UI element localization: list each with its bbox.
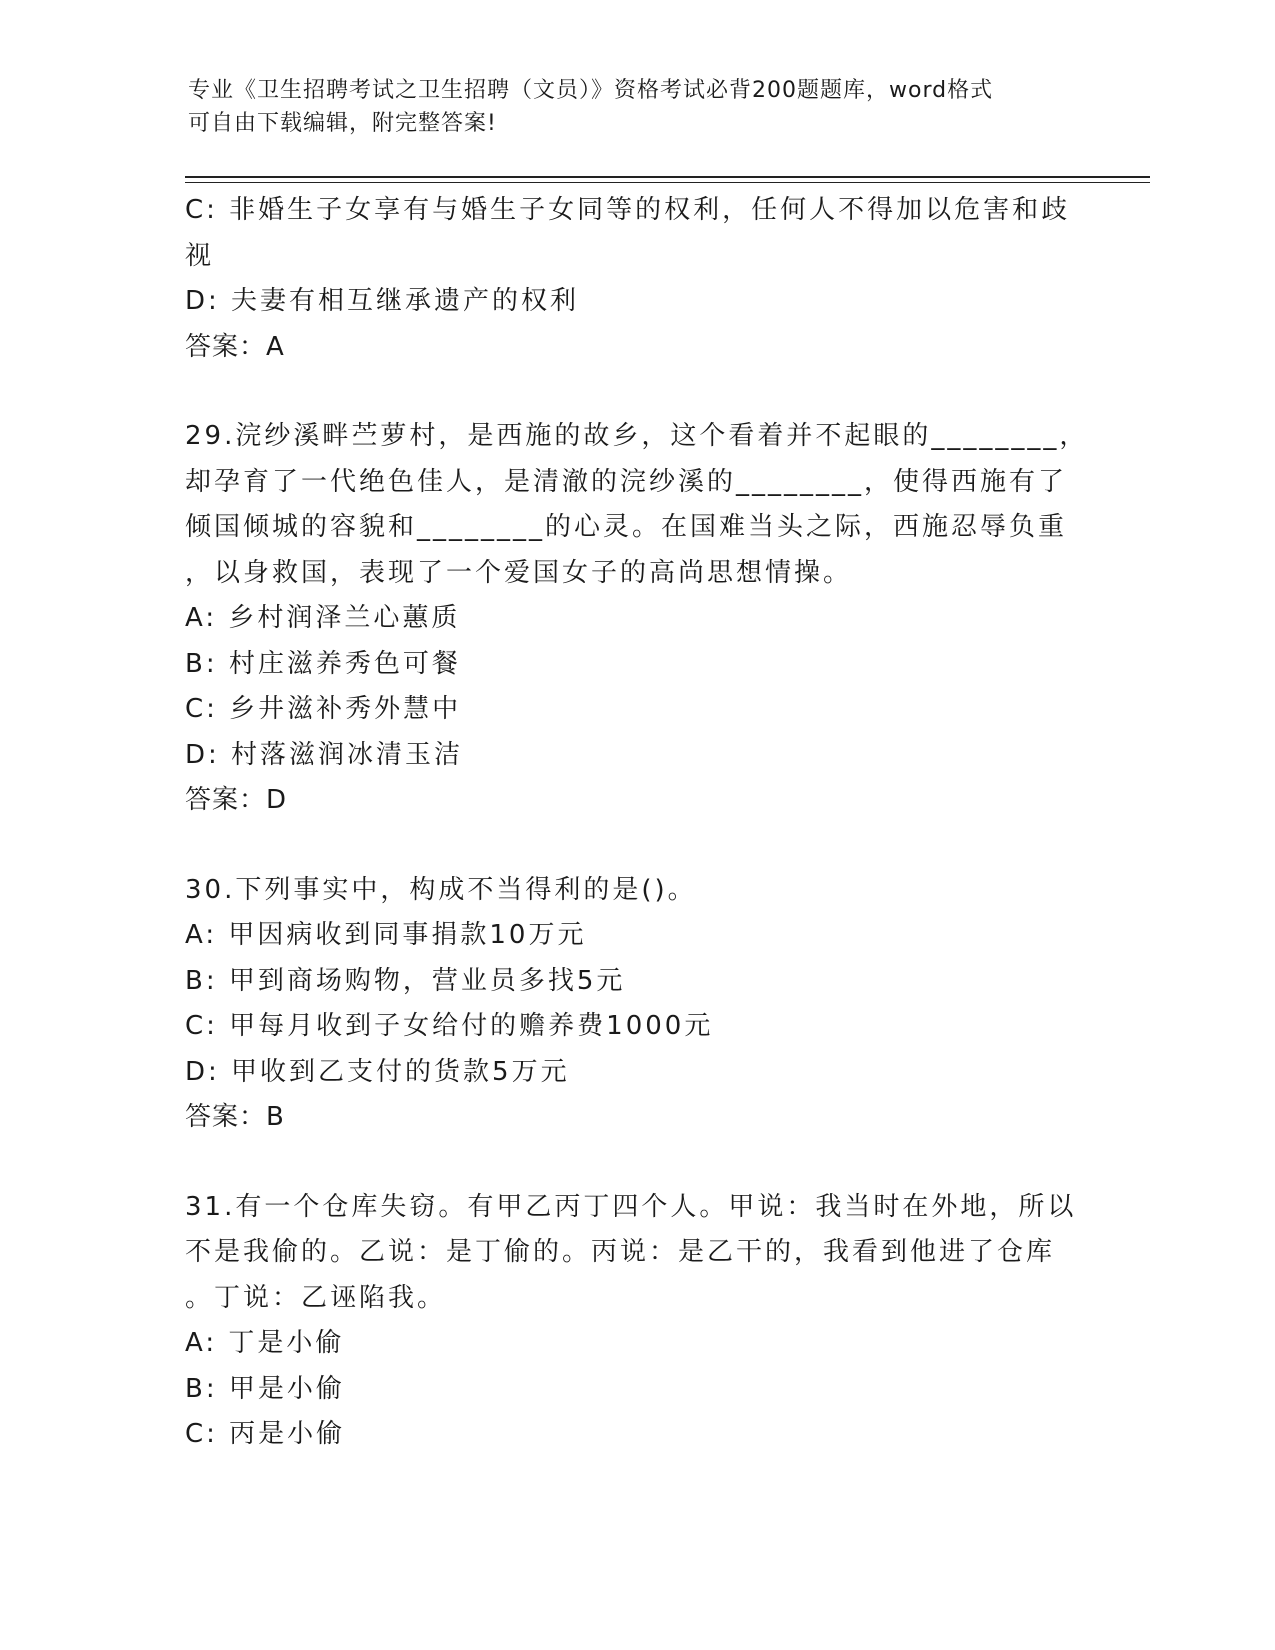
option-c: C: 丙是小偷 (185, 1419, 346, 1449)
question-29 (185, 414, 1089, 824)
question-stem-line-1: 31.有一个仓库失窃。有甲乙丙丁四个人。甲说：我当时在外地，所以 (185, 1191, 1077, 1222)
question-spacer (185, 1141, 1085, 1185)
option-b: B: 甲是小偷 (185, 1373, 345, 1404)
header-title-line-2: 可自由下载编辑，附完整答案! (188, 111, 497, 136)
option-d: D: 夫妻有相互继承遗产的权利 (185, 286, 580, 316)
question-stem-line-2: 不是我偷的。乙说：是丁偷的。丙说：是乙干的，我看到他进了仓库 (185, 1237, 1056, 1267)
page-header (188, 74, 1068, 140)
option-c: C: 甲每月收到子女给付的赡养费1000元 (185, 1011, 714, 1041)
option-b: B: 村庄滋养秀色可餐 (185, 648, 461, 679)
question-stem-line-1: 29.浣纱溪畔苎萝村，是西施的故乡，这个看着并不起眼的________， (185, 421, 1089, 451)
option-d: D: 村落滋润冰清玉洁 (185, 739, 464, 770)
question-list (185, 188, 1089, 1458)
answer: 答案：B (185, 1102, 285, 1132)
question-spacer (185, 824, 1085, 868)
option-a: A: 丁是小偷 (185, 1328, 345, 1358)
option-d: D: 甲收到乙支付的货款5万元 (185, 1056, 570, 1087)
header-divider-thin (185, 182, 1150, 183)
option-c: C: 乡井滋补秀外慧中 (185, 694, 462, 724)
option-b: B: 甲到商场购物，营业员多找5元 (185, 965, 626, 996)
question-stem-line-4: ，以身救国，表现了一个爱国女子的高尚思想情操。 (185, 557, 853, 588)
question-30 (185, 868, 1085, 1141)
header-divider-thick (185, 176, 1150, 178)
question-28-tail (185, 188, 1085, 370)
option-a: A: 乡村润泽兰心蕙质 (185, 603, 461, 633)
option-c-line-2: 视 (185, 240, 215, 271)
question-stem-line-3: 倾国倾城的容貌和________的心灵。在国难当头之际，西施忍辱负重 (185, 512, 1068, 542)
header-title-line-1: 专业《卫生招聘考试之卫生招聘（文员）》资格考试必背200题题库，word格式 (188, 78, 994, 103)
question-31 (185, 1185, 1085, 1458)
option-c-line-1: C: 非婚生子女享有与婚生子女同等的权利，任何人不得加以危害和歧 (185, 195, 1071, 225)
question-spacer (185, 370, 1085, 414)
option-a: A: 甲因病收到同事捐款10万元 (185, 920, 587, 950)
answer: 答案：A (185, 331, 285, 362)
question-stem: 30.下列事实中，构成不当得利的是()。 (185, 874, 697, 905)
question-stem-line-2: 却孕育了一代绝色佳人，是清澈的浣纱溪的________，使得西施有了 (185, 466, 1068, 497)
answer: 答案：D (185, 785, 288, 815)
question-stem-line-3: 。丁说：乙诬陷我。 (185, 1282, 447, 1313)
